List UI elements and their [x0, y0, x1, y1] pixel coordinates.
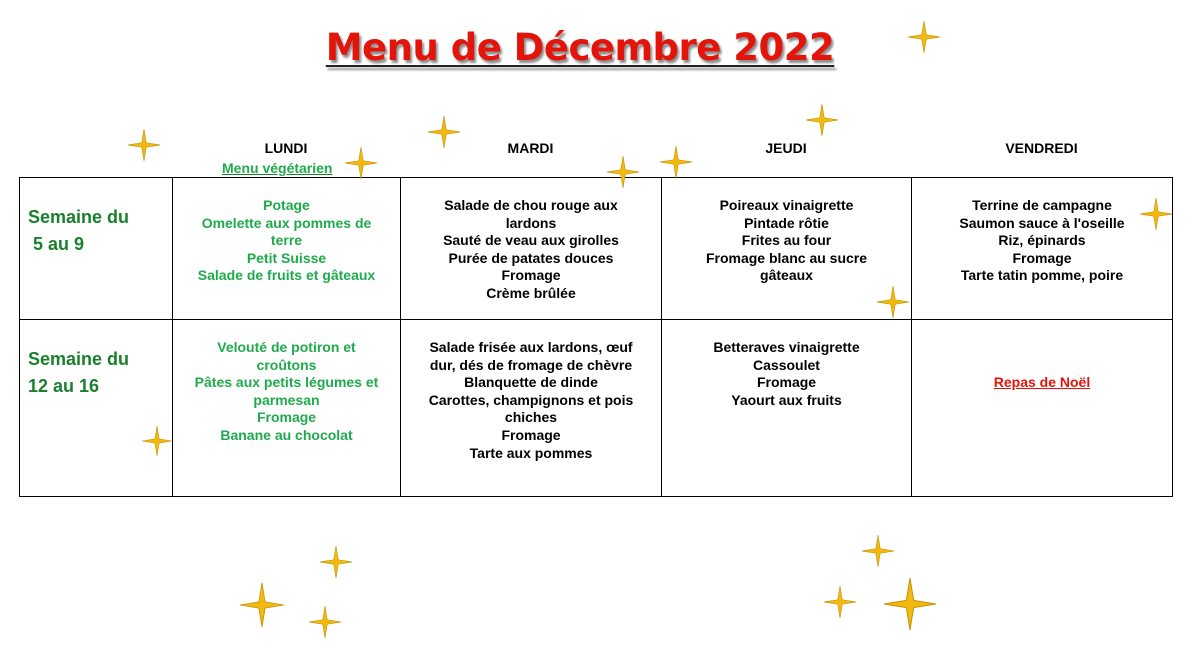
menu-item: Velouté de potiron et: [217, 339, 356, 355]
menu-item: Crème brûlée: [486, 284, 576, 301]
week-label: [20, 320, 173, 497]
menu-item: Fromage: [501, 267, 561, 284]
menu-table: [19, 177, 1173, 497]
menu-cell-vendredi: [912, 178, 1173, 320]
menu-item: croûtons: [256, 356, 317, 373]
menu-cell-lundi: [173, 320, 401, 497]
menu-item: parmesan: [253, 391, 320, 408]
menu-item: Potage: [263, 197, 310, 213]
menu-item: Pâtes aux petits légumes et: [194, 374, 379, 391]
menu-item: Fromage: [1012, 249, 1072, 266]
table-row-week-2: [20, 320, 1173, 497]
menu-item: Betteraves vinaigrette: [713, 339, 860, 355]
menu-item: lardons: [505, 214, 557, 231]
day-header-mardi: MARDI: [507, 140, 554, 156]
menu-item: Fromage blanc au sucre: [705, 249, 868, 266]
menu-cell-lundi: [173, 178, 401, 320]
menu-item: terre: [270, 232, 303, 249]
menu-item: Pintade rôtie: [744, 214, 829, 231]
menu-item: gâteaux: [760, 267, 813, 284]
menu-item: Cassoulet: [753, 356, 820, 373]
week-label-line1: Semaine du: [28, 207, 130, 227]
week-label-line2: 5 au 9: [28, 234, 85, 254]
menu-item: Omelette aux pommes de: [201, 214, 372, 231]
table-row-week-1: [20, 178, 1173, 320]
menu-cell-mardi: [401, 320, 662, 497]
menu-cell-vendredi: [912, 320, 1173, 497]
menu-item: Riz, épinards: [998, 232, 1086, 249]
day-header-lundi: LUNDI: [264, 140, 308, 156]
vegetarian-menu-label: Menu végétarien: [222, 160, 333, 176]
menu-item: Purée de patates douces: [448, 249, 614, 266]
menu-item: Sauté de veau aux girolles: [443, 232, 619, 249]
menu-item: Poireaux vinaigrette: [719, 197, 854, 213]
menu-item: Fromage: [501, 426, 561, 443]
day-header-jeudi: JEUDI: [765, 140, 807, 156]
menu-item: Banane au chocolat: [220, 426, 353, 443]
menu-item: Carottes, champignons et pois: [428, 391, 634, 408]
week-label-line1: Semaine du: [28, 349, 130, 369]
repas-de-noel-link[interactable]: Repas de Noël: [993, 374, 1091, 390]
menu-cell-jeudi: [662, 320, 912, 497]
menu-item: Petit Suisse: [246, 249, 327, 266]
menu-item: dur, dés de fromage de chèvre: [429, 356, 633, 373]
menu-item: Tarte tatin pomme, poire: [960, 267, 1124, 284]
menu-item: Blanquette de dinde: [464, 374, 598, 391]
menu-item: Saumon sauce à l'oseille: [959, 214, 1125, 231]
menu-cell-mardi: [401, 178, 662, 320]
day-header-vendredi: VENDREDI: [1005, 140, 1078, 156]
week-label-line2: 12 au 16: [28, 376, 100, 396]
menu-item: chiches: [504, 409, 558, 426]
menu-item: Fromage: [256, 409, 317, 426]
menu-item: Salade de chou rouge aux: [444, 197, 618, 213]
page-title: Menu de Décembre 2022: [325, 26, 835, 69]
week-label: [20, 178, 173, 320]
menu-item: Terrine de campagne: [972, 197, 1112, 213]
menu-cell-jeudi: [662, 178, 912, 320]
menu-item: Salade frisée aux lardons, œuf: [429, 339, 633, 355]
menu-item: Fromage: [756, 374, 817, 391]
menu-item: Frites au four: [741, 232, 832, 249]
menu-item: Salade de fruits et gâteaux: [197, 267, 376, 284]
menu-item: Yaourt aux fruits: [731, 391, 842, 408]
menu-item: Tarte aux pommes: [469, 444, 593, 461]
